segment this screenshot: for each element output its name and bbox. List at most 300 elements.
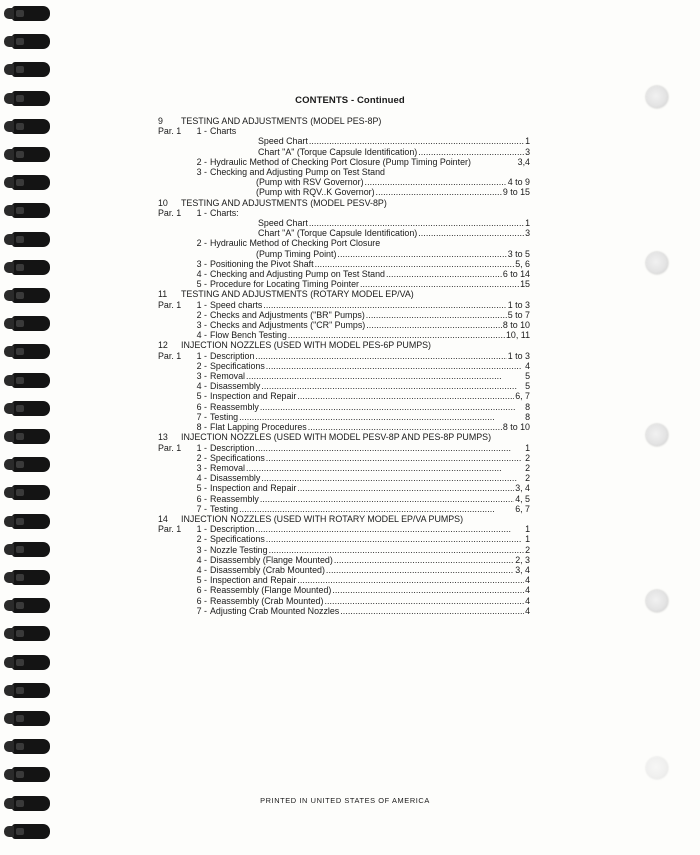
paragraph-number: 2 - bbox=[196, 360, 207, 371]
dot-leader bbox=[266, 453, 524, 463]
paragraph-prefix: Par. 1 bbox=[158, 524, 182, 535]
paragraph-number: 1 - bbox=[196, 350, 207, 361]
binding-ring bbox=[12, 598, 50, 613]
entry-label: Reassembly (Crab Mounted) bbox=[210, 595, 324, 606]
paragraph-prefix bbox=[158, 157, 187, 167]
toc-entry bbox=[158, 381, 530, 391]
entry-label: Charts: bbox=[210, 207, 239, 218]
page-reference: 1 bbox=[525, 136, 530, 147]
binding-ring bbox=[12, 457, 50, 472]
dot-leader bbox=[376, 187, 502, 197]
page-reference: 4, 5 bbox=[515, 493, 530, 504]
page-reference: 2 bbox=[525, 473, 530, 484]
paragraph-number: 4 - bbox=[196, 473, 207, 484]
toc-entry bbox=[158, 351, 530, 361]
toc-entry bbox=[158, 330, 530, 340]
dot-leader bbox=[366, 310, 507, 320]
toc-entry bbox=[158, 147, 530, 157]
entry-label: Chart "A" (Torque Capsule Identification) bbox=[258, 146, 418, 157]
toc-entry bbox=[158, 187, 530, 197]
entry-label: Disassembly bbox=[210, 473, 261, 484]
dot-leader bbox=[255, 524, 524, 534]
entry-label: Disassembly bbox=[210, 381, 261, 392]
toc-entry bbox=[158, 126, 530, 136]
paragraph-number: 2 - bbox=[196, 156, 207, 167]
toc-entry bbox=[158, 310, 530, 320]
paragraph-number: 7 - bbox=[196, 411, 207, 422]
binding-ring bbox=[12, 6, 50, 21]
dot-leader bbox=[332, 585, 524, 595]
paragraph-number: 5 - bbox=[196, 483, 207, 494]
paragraph-prefix bbox=[158, 596, 187, 606]
binding-ring bbox=[12, 175, 50, 190]
entry-label: Inspection and Repair bbox=[210, 391, 297, 402]
section-heading bbox=[158, 340, 530, 350]
dot-leader bbox=[386, 269, 502, 279]
toc-entry bbox=[158, 218, 530, 228]
entry-label: Reassembly (Flange Mounted) bbox=[210, 585, 332, 596]
page-reference: 5 bbox=[525, 371, 530, 382]
dot-leader bbox=[297, 575, 524, 585]
binding-ring bbox=[12, 260, 50, 275]
entry-label: Disassembly (Flange Mounted) bbox=[210, 554, 333, 565]
dot-leader bbox=[239, 412, 524, 422]
toc-entry bbox=[158, 157, 530, 167]
entry-label: (Pump Timing Point) bbox=[256, 248, 337, 259]
paragraph-number bbox=[187, 147, 207, 157]
paragraph-number bbox=[187, 218, 207, 228]
toc-entry bbox=[158, 575, 530, 585]
entry-label: Disassembly (Crab Mounted) bbox=[210, 564, 325, 575]
entry-label: Reassembly bbox=[210, 401, 259, 412]
toc-entry bbox=[158, 443, 530, 453]
page-heading: CONTENTS - Continued bbox=[295, 95, 405, 106]
entry-label: Checking and Adjusting Pump on Test Stand bbox=[210, 167, 385, 178]
paragraph-number: 3 - bbox=[196, 371, 207, 382]
paragraph-prefix bbox=[158, 310, 187, 320]
binding-ring bbox=[12, 711, 50, 726]
paragraph-prefix bbox=[158, 187, 187, 197]
section-number: 14 bbox=[158, 513, 168, 524]
paragraph-number: 6 - bbox=[196, 493, 207, 504]
dot-leader bbox=[334, 555, 514, 565]
paragraph-number: 7 - bbox=[196, 605, 207, 616]
entry-label: Adjusting Crab Mounted Nozzles bbox=[210, 605, 340, 616]
section-number: 11 bbox=[158, 289, 168, 300]
entry-label: Hydraulic Method of Checking Port Closure (Pump Timing Pointer) bbox=[210, 156, 471, 167]
toc-entry bbox=[158, 504, 530, 514]
toc-entry bbox=[158, 422, 530, 432]
dot-leader bbox=[260, 402, 524, 412]
toc-entry bbox=[158, 228, 530, 238]
dot-leader bbox=[261, 381, 524, 391]
toc-entry bbox=[158, 167, 530, 177]
paragraph-number: 5 - bbox=[196, 391, 207, 402]
paragraph-number bbox=[187, 177, 207, 187]
section-number: 9 bbox=[158, 116, 163, 126]
section-heading bbox=[158, 514, 530, 524]
page-reference: 3 bbox=[525, 228, 530, 239]
entry-label: Charts bbox=[210, 126, 237, 137]
toc-entry bbox=[158, 269, 530, 279]
toc-entry bbox=[158, 279, 530, 289]
entry-label: Description bbox=[210, 350, 255, 361]
entry-label: Speed Chart bbox=[258, 136, 308, 147]
page-reference: 6, 7 bbox=[515, 503, 530, 514]
paragraph-number: 4 - bbox=[196, 381, 207, 392]
binding-ring bbox=[12, 485, 50, 500]
paragraph-prefix bbox=[158, 555, 187, 565]
paragraph-prefix bbox=[158, 269, 187, 279]
paragraph-number: 2 - bbox=[196, 238, 207, 249]
toc-entry bbox=[158, 463, 530, 473]
toc-entry bbox=[158, 136, 530, 146]
page-reference: 6, 7 bbox=[515, 391, 530, 402]
binding-ring bbox=[12, 767, 50, 782]
page-reference: 5, 6 bbox=[515, 258, 530, 269]
dot-leader bbox=[246, 371, 524, 381]
page-reference: 10, 11 bbox=[505, 330, 530, 341]
page-reference: 2 bbox=[525, 462, 530, 473]
paragraph-number bbox=[187, 136, 207, 146]
page-reference: 8 to 10 bbox=[502, 320, 530, 331]
paragraph-prefix bbox=[158, 412, 187, 422]
paragraph-prefix bbox=[158, 381, 187, 391]
paragraph-prefix bbox=[158, 545, 187, 555]
paragraph-prefix bbox=[158, 606, 187, 616]
paragraph-prefix bbox=[158, 483, 187, 493]
paragraph-number: 2 - bbox=[196, 534, 207, 545]
dot-leader bbox=[315, 259, 515, 269]
entry-label: Inspection and Repair bbox=[210, 483, 297, 494]
binding-ring bbox=[12, 344, 50, 359]
paragraph-prefix bbox=[158, 177, 187, 187]
section-number: 13 bbox=[158, 432, 168, 443]
paragraph-number: 5 - bbox=[196, 575, 207, 586]
section-title: TESTING AND ADJUSTMENTS (MODEL PES-8P) bbox=[181, 116, 382, 126]
binding-ring bbox=[12, 570, 50, 585]
entry-label: Checks and Adjustments ("CR" Pumps) bbox=[210, 320, 366, 331]
binding-ring bbox=[12, 655, 50, 670]
binding-ring bbox=[12, 119, 50, 134]
paragraph-prefix bbox=[158, 167, 187, 177]
paragraph-prefix: Par. 1 bbox=[158, 207, 182, 218]
binding-ring bbox=[12, 373, 50, 388]
page-reference: 1 bbox=[525, 524, 530, 535]
page-reference: 3,4 bbox=[517, 156, 530, 167]
page-reference: 2 bbox=[525, 452, 530, 463]
paragraph-number bbox=[187, 228, 207, 238]
dot-leader bbox=[263, 300, 506, 310]
dot-leader bbox=[324, 596, 524, 606]
toc-entry bbox=[158, 371, 530, 381]
page-reference: 1 bbox=[525, 534, 530, 545]
page-reference: 5 to 7 bbox=[507, 309, 530, 320]
dot-leader bbox=[255, 351, 506, 361]
dot-leader bbox=[297, 483, 514, 493]
dot-leader bbox=[261, 473, 524, 483]
entry-label: Procedure for Locating Timing Pointer bbox=[210, 279, 359, 290]
page-reference: 4 to 9 bbox=[507, 177, 530, 188]
paragraph-number: 4 - bbox=[196, 554, 207, 565]
toc-entry bbox=[158, 494, 530, 504]
paragraph-prefix bbox=[158, 575, 187, 585]
binding-ring bbox=[12, 316, 50, 331]
section-number: 10 bbox=[158, 197, 168, 208]
paragraph-number: 1 - bbox=[196, 299, 207, 310]
paragraph-prefix bbox=[158, 494, 187, 504]
dot-leader bbox=[255, 443, 524, 453]
paragraph-number: 2 - bbox=[196, 309, 207, 320]
toc-entry bbox=[158, 524, 530, 534]
paragraph-prefix bbox=[158, 147, 187, 157]
binding-ring bbox=[12, 514, 50, 529]
section-title: INJECTION NOZZLES (USED WITH ROTARY MODEL EP/VA PUMPS) bbox=[181, 513, 464, 524]
entry-label: Description bbox=[210, 442, 255, 453]
page-reference: 1 bbox=[525, 442, 530, 453]
entry-label: Specifications bbox=[210, 452, 265, 463]
toc-entry bbox=[158, 545, 530, 555]
entry-label: Specifications bbox=[210, 360, 265, 371]
paragraph-number: 3 - bbox=[196, 462, 207, 473]
page-reference: 8 bbox=[525, 401, 530, 412]
entry-label: Flow Bench Testing bbox=[210, 330, 287, 341]
section-title: TESTING AND ADJUSTMENTS (ROTARY MODEL EP/VA) bbox=[181, 289, 414, 300]
paragraph-prefix bbox=[158, 371, 187, 381]
page-reference: 15 bbox=[520, 279, 530, 290]
page-reference: 1 to 3 bbox=[507, 299, 530, 310]
paragraph-number: 4 - bbox=[196, 269, 207, 280]
entry-label: Nozzle Testing bbox=[210, 544, 268, 555]
entry-label: Description bbox=[210, 524, 255, 535]
dot-leader bbox=[309, 218, 524, 228]
page-reference: 1 bbox=[525, 218, 530, 229]
page-reference: 3, 4 bbox=[515, 564, 530, 575]
paragraph-prefix bbox=[158, 463, 187, 473]
section-title: INJECTION NOZZLES (USED WITH MODEL PESV-8P AND PES-8P PUMPS) bbox=[181, 432, 492, 443]
paragraph-number: 3 - bbox=[196, 544, 207, 555]
paragraph-number: 4 - bbox=[196, 564, 207, 575]
dot-leader bbox=[260, 494, 514, 504]
dot-leader bbox=[309, 136, 524, 146]
toc-entry bbox=[158, 208, 530, 218]
paragraph-prefix bbox=[158, 279, 187, 289]
page-reference: 3 bbox=[525, 146, 530, 157]
binding-ring bbox=[12, 824, 50, 839]
entry-label: Chart "A" (Torque Capsule Identification) bbox=[258, 228, 418, 239]
binding-ring bbox=[12, 429, 50, 444]
paragraph-number: 1 - bbox=[196, 126, 207, 137]
binding-ring bbox=[12, 62, 50, 77]
page-footer: PRINTED IN UNITED STATES OF AMERICA bbox=[260, 796, 430, 805]
binding-ring bbox=[12, 683, 50, 698]
paragraph-number: 1 - bbox=[196, 207, 207, 218]
toc-entry bbox=[158, 391, 530, 401]
binding-ring bbox=[12, 626, 50, 641]
page-reference: 4 bbox=[525, 585, 530, 596]
section-title: TESTING AND ADJUSTMENTS (MODEL PESV-8P) bbox=[181, 197, 387, 208]
page-reference: 1 to 3 bbox=[507, 350, 530, 361]
entry-label: Testing bbox=[210, 411, 239, 422]
page-reference: 2 bbox=[525, 544, 530, 555]
paragraph-prefix bbox=[158, 453, 187, 463]
page-reference: 3 to 5 bbox=[507, 248, 530, 259]
spiral-binding bbox=[0, 0, 58, 855]
entry-label: Specifications bbox=[210, 534, 265, 545]
toc-entry bbox=[158, 412, 530, 422]
paragraph-number: 2 - bbox=[196, 452, 207, 463]
punch-hole bbox=[646, 252, 668, 274]
section-heading bbox=[158, 432, 530, 442]
entry-label: Speed charts bbox=[210, 299, 263, 310]
toc-entry bbox=[158, 177, 530, 187]
dot-leader bbox=[246, 463, 524, 473]
toc-entry bbox=[158, 259, 530, 269]
page-reference: 8 to 10 bbox=[502, 422, 530, 433]
paragraph-prefix bbox=[158, 473, 187, 483]
entry-label: Checking and Adjusting Pump on Test Stand bbox=[210, 269, 385, 280]
paragraph-prefix bbox=[158, 218, 187, 228]
section-heading bbox=[158, 289, 530, 299]
paragraph-number: 8 - bbox=[196, 422, 207, 433]
paragraph-prefix bbox=[158, 238, 187, 248]
toc-entry bbox=[158, 238, 530, 248]
paragraph-number: 3 - bbox=[196, 167, 207, 178]
paragraph-prefix bbox=[158, 259, 187, 269]
punch-hole bbox=[646, 757, 668, 779]
paragraph-number bbox=[187, 187, 207, 197]
dot-leader bbox=[418, 147, 524, 157]
entry-label: Flat Lapping Procedures bbox=[210, 422, 307, 433]
binding-ring bbox=[12, 147, 50, 162]
binding-ring bbox=[12, 739, 50, 754]
punch-hole bbox=[646, 590, 668, 612]
paragraph-prefix: Par. 1 bbox=[158, 299, 182, 310]
binding-ring bbox=[12, 542, 50, 557]
dot-leader bbox=[266, 534, 524, 544]
dot-leader bbox=[418, 228, 524, 238]
paragraph-number: 3 - bbox=[196, 320, 207, 331]
paragraph-number: 6 - bbox=[196, 585, 207, 596]
page-reference: 4 bbox=[525, 595, 530, 606]
dot-leader bbox=[365, 177, 507, 187]
entry-label: Checks and Adjustments ("BR" Pumps) bbox=[210, 309, 365, 320]
binding-ring bbox=[12, 203, 50, 218]
entry-label: Hydraulic Method of Checking Port Closure bbox=[210, 238, 381, 249]
toc-entry bbox=[158, 249, 530, 259]
toc-entry bbox=[158, 606, 530, 616]
page-reference: 4 bbox=[525, 605, 530, 616]
dot-leader bbox=[366, 320, 502, 330]
entry-label: Speed Chart bbox=[258, 218, 308, 229]
paragraph-prefix bbox=[158, 422, 187, 432]
page-reference: 6 to 14 bbox=[502, 269, 530, 280]
page-reference: 3, 4 bbox=[515, 483, 530, 494]
entry-label: Reassembly bbox=[210, 493, 259, 504]
toc-entry bbox=[158, 596, 530, 606]
page-reference: 8 bbox=[525, 411, 530, 422]
dot-leader bbox=[266, 361, 524, 371]
toc-entry bbox=[158, 402, 530, 412]
paragraph-prefix bbox=[158, 330, 187, 340]
paragraph-prefix bbox=[158, 320, 187, 330]
punch-hole bbox=[646, 424, 668, 446]
paragraph-prefix bbox=[158, 391, 187, 401]
paragraph-prefix bbox=[158, 402, 187, 412]
paragraph-number: 1 - bbox=[196, 524, 207, 535]
page-reference: 9 to 15 bbox=[502, 187, 530, 198]
toc-entry bbox=[158, 300, 530, 310]
entry-label: Removal bbox=[210, 462, 246, 473]
paragraph-number: 7 - bbox=[196, 503, 207, 514]
paragraph-number bbox=[187, 249, 207, 259]
dot-leader bbox=[326, 565, 514, 575]
section-title: INJECTION NOZZLES (USED WITH MODEL PES-6P PUMPS) bbox=[181, 340, 432, 351]
paragraph-number: 5 - bbox=[196, 279, 207, 290]
paragraph-number: 1 - bbox=[196, 442, 207, 453]
dot-leader bbox=[340, 606, 524, 616]
paragraph-prefix: Par. 1 bbox=[158, 126, 182, 137]
paragraph-number: 6 - bbox=[196, 595, 207, 606]
section-heading bbox=[158, 198, 530, 208]
paragraph-prefix bbox=[158, 565, 187, 575]
binding-ring bbox=[12, 288, 50, 303]
dot-leader bbox=[337, 249, 506, 259]
toc-entry bbox=[158, 483, 530, 493]
paragraph-prefix bbox=[158, 361, 187, 371]
section-number: 12 bbox=[158, 340, 168, 351]
table-of-contents bbox=[158, 116, 530, 616]
paragraph-number: 3 - bbox=[196, 258, 207, 269]
page-reference: 2, 3 bbox=[515, 554, 530, 565]
entry-label: Positioning the Pivot Shaft bbox=[210, 258, 314, 269]
entry-label: Inspection and Repair bbox=[210, 575, 297, 586]
dot-leader bbox=[360, 279, 519, 289]
dot-leader bbox=[308, 422, 502, 432]
toc-entry bbox=[158, 320, 530, 330]
entry-label: (Pump with RQV..K Governor) bbox=[256, 187, 375, 198]
section-heading bbox=[158, 116, 530, 126]
paragraph-prefix: Par. 1 bbox=[158, 442, 182, 453]
toc-entry bbox=[158, 453, 530, 463]
paragraph-prefix bbox=[158, 249, 187, 259]
toc-entry bbox=[158, 473, 530, 483]
paragraph-number: 6 - bbox=[196, 401, 207, 412]
paragraph-prefix bbox=[158, 504, 187, 514]
dot-leader bbox=[239, 504, 514, 514]
toc-entry bbox=[158, 585, 530, 595]
toc-entry bbox=[158, 565, 530, 575]
dot-leader bbox=[288, 330, 505, 340]
binding-ring bbox=[12, 34, 50, 49]
toc-entry bbox=[158, 361, 530, 371]
paragraph-prefix bbox=[158, 534, 187, 544]
toc-entry bbox=[158, 534, 530, 544]
paragraph-prefix: Par. 1 bbox=[158, 350, 182, 361]
entry-label: Removal bbox=[210, 371, 246, 382]
entry-label: Testing bbox=[210, 503, 239, 514]
page-reference: 5 bbox=[525, 381, 530, 392]
paragraph-number: 4 - bbox=[196, 330, 207, 341]
binding-ring bbox=[12, 401, 50, 416]
toc-entry bbox=[158, 555, 530, 565]
binding-ring bbox=[12, 232, 50, 247]
paragraph-prefix bbox=[158, 136, 187, 146]
page-reference: 4 bbox=[525, 575, 530, 586]
paragraph-prefix bbox=[158, 585, 187, 595]
page-reference: 4 bbox=[525, 360, 530, 371]
dot-leader bbox=[269, 545, 525, 555]
